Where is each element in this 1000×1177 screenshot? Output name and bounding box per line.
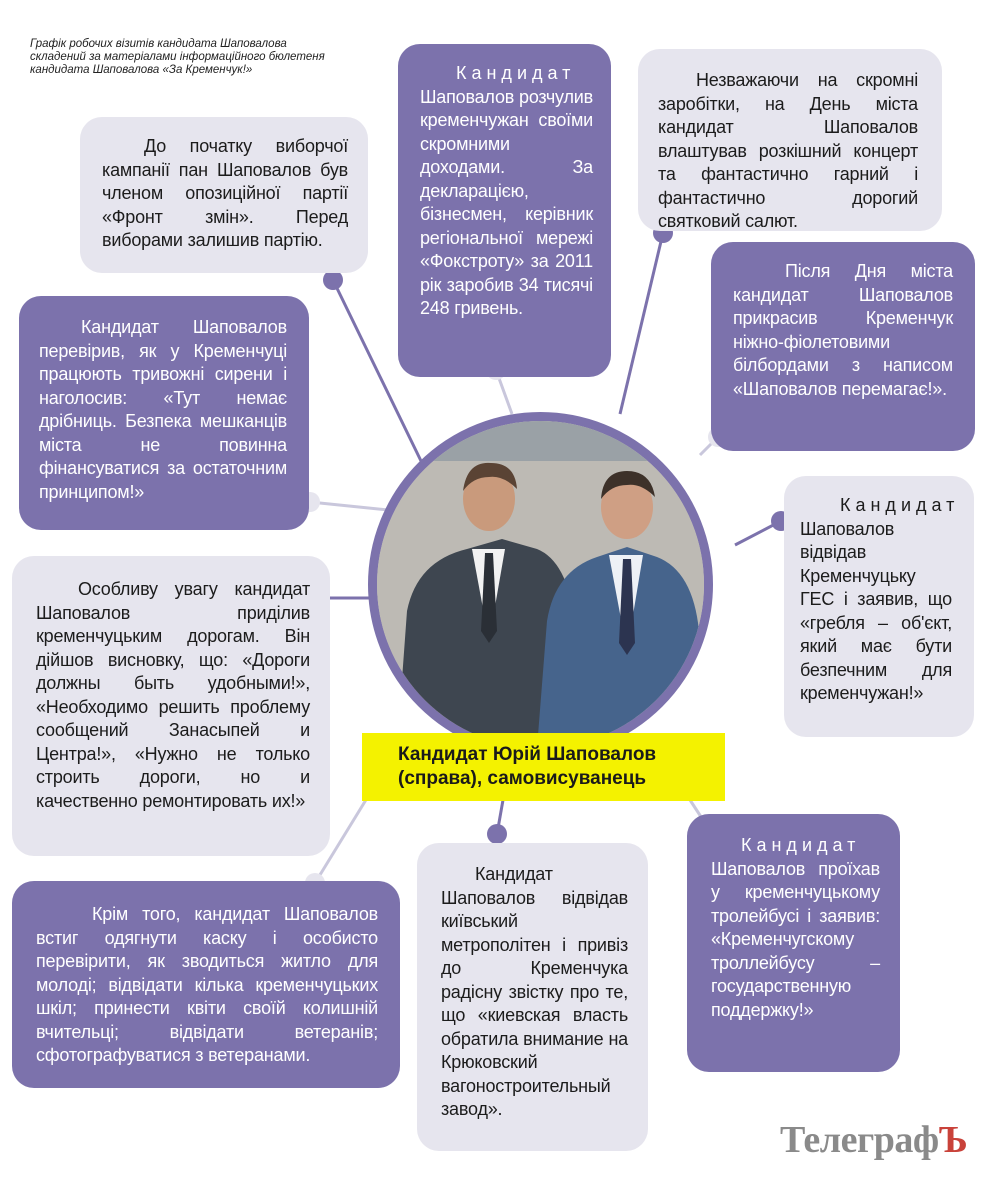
connector-concert (620, 233, 663, 414)
bubble-sirens (19, 296, 309, 530)
candidate-photo (368, 412, 713, 757)
bubble-front-zmin (80, 117, 368, 273)
bubble-concert-text: Незважаючи на скромні заробітки, на День міста кандидат Шаповалов влаштував розкішний концерт та фантастично гарний і фантастично дорогий святковий салют. (658, 70, 918, 231)
bubble-trolley-lead: Кандидат (741, 835, 861, 855)
bubble-declaration (398, 44, 611, 377)
bubble-helmet-text: Крім того, кандидат Шаповалов встиг одягнути каску і особисто перевірити, як зводиться житло для молоді; відвідати кілька кременчуцьких шкіл; принести квіти своїй колишній вчительці; відвідати ветеранів; сфотографуватися з ветеранами. (36, 904, 378, 1065)
bubble-metro (417, 843, 648, 1151)
bubble-declaration-text: Шаповалов розчулив кременчужан своїми скромними доходами. За декларацією, бізнесмен, керівник регіональної мережі «Фокстроту» за 2011 рік заробив 34 тисячі 248 гривень. (420, 86, 593, 318)
source-caption: Графік робочих візитів кандидата Шаповалова складений за матеріалами інформаційного бюлетеня кандидата Шаповалова «За Кременчук!» (30, 38, 325, 76)
bubble-ges-text: Шаповалов відвідав Кременчуцьку ГЕС і заявив, що «гребля – об'єкт, який має бути безпечним для кременчужан!» (800, 518, 952, 703)
connector-sirens (310, 502, 388, 510)
bubble-trolley (687, 814, 900, 1072)
bubble-roads-text: Особливу увагу кандидат Шаповалов приділив кременчуцьким дорогам. Він дійшов висновку, що: «Дороги должны быть удобными!», «Необходимо решить проблему сообщений Занасыпей и Центра!», «Нужно не только строить дороги, но и качественно ремонтировать их!» (36, 579, 310, 811)
banner-line-1: Кандидат Юрій Шаповалов (398, 744, 657, 765)
dot-metro (487, 824, 507, 844)
telegraf-logo (780, 1118, 967, 1162)
bubble-trolley-text: Шаповалов проїхав у кременчуцькому тролейбусі і заявив: «Кременчугскому троллейбусу – государственную поддержку!» (711, 858, 880, 1020)
bubble-ges (784, 476, 974, 737)
banner-line-2: (справа), самовисуванець (398, 768, 647, 789)
bubble-roads (12, 556, 330, 856)
bubble-ges-lead: Кандидат (840, 495, 960, 515)
bubble-billboards (711, 242, 975, 451)
logo-main: Телеграф (780, 1119, 939, 1161)
candidate-photo-illustration (377, 421, 704, 748)
bubble-concert (638, 49, 942, 231)
bubble-helmet (12, 881, 400, 1088)
bubble-declaration-lead: Кандидат (456, 63, 576, 83)
bubble-metro-text: Кандидат Шаповалов відвідав київський метрополітен і привіз до Кременчука радісну звістку про те, що «киевская власть обратила внимание на Крюковский вагоностроительный завод». (441, 864, 628, 1119)
bubble-sirens-text: Кандидат Шаповалов перевірив, як у Кременчуці працюють тривожні сирени і наголосив: «Тут немає дрібниць. Безпека мешканців міста не повинна фінансуватися за остаточним принципом!» (39, 317, 287, 502)
photo-caption-banner (362, 733, 725, 801)
dot-front (323, 270, 343, 290)
bubble-billboards-text: Після Дня міста кандидат Шаповалов прикрасив Кременчук ніжно-фіолетовими білбордами з написом «Шаповалов перемагає!». (733, 261, 953, 399)
logo-hard-sign: Ъ (938, 1119, 968, 1161)
bubble-front-zmin-text: До початку виборчої кампанії пан Шаповалов був членом опозиційної партії «Фронт змін». Перед виборами залишив партію. (102, 136, 348, 250)
